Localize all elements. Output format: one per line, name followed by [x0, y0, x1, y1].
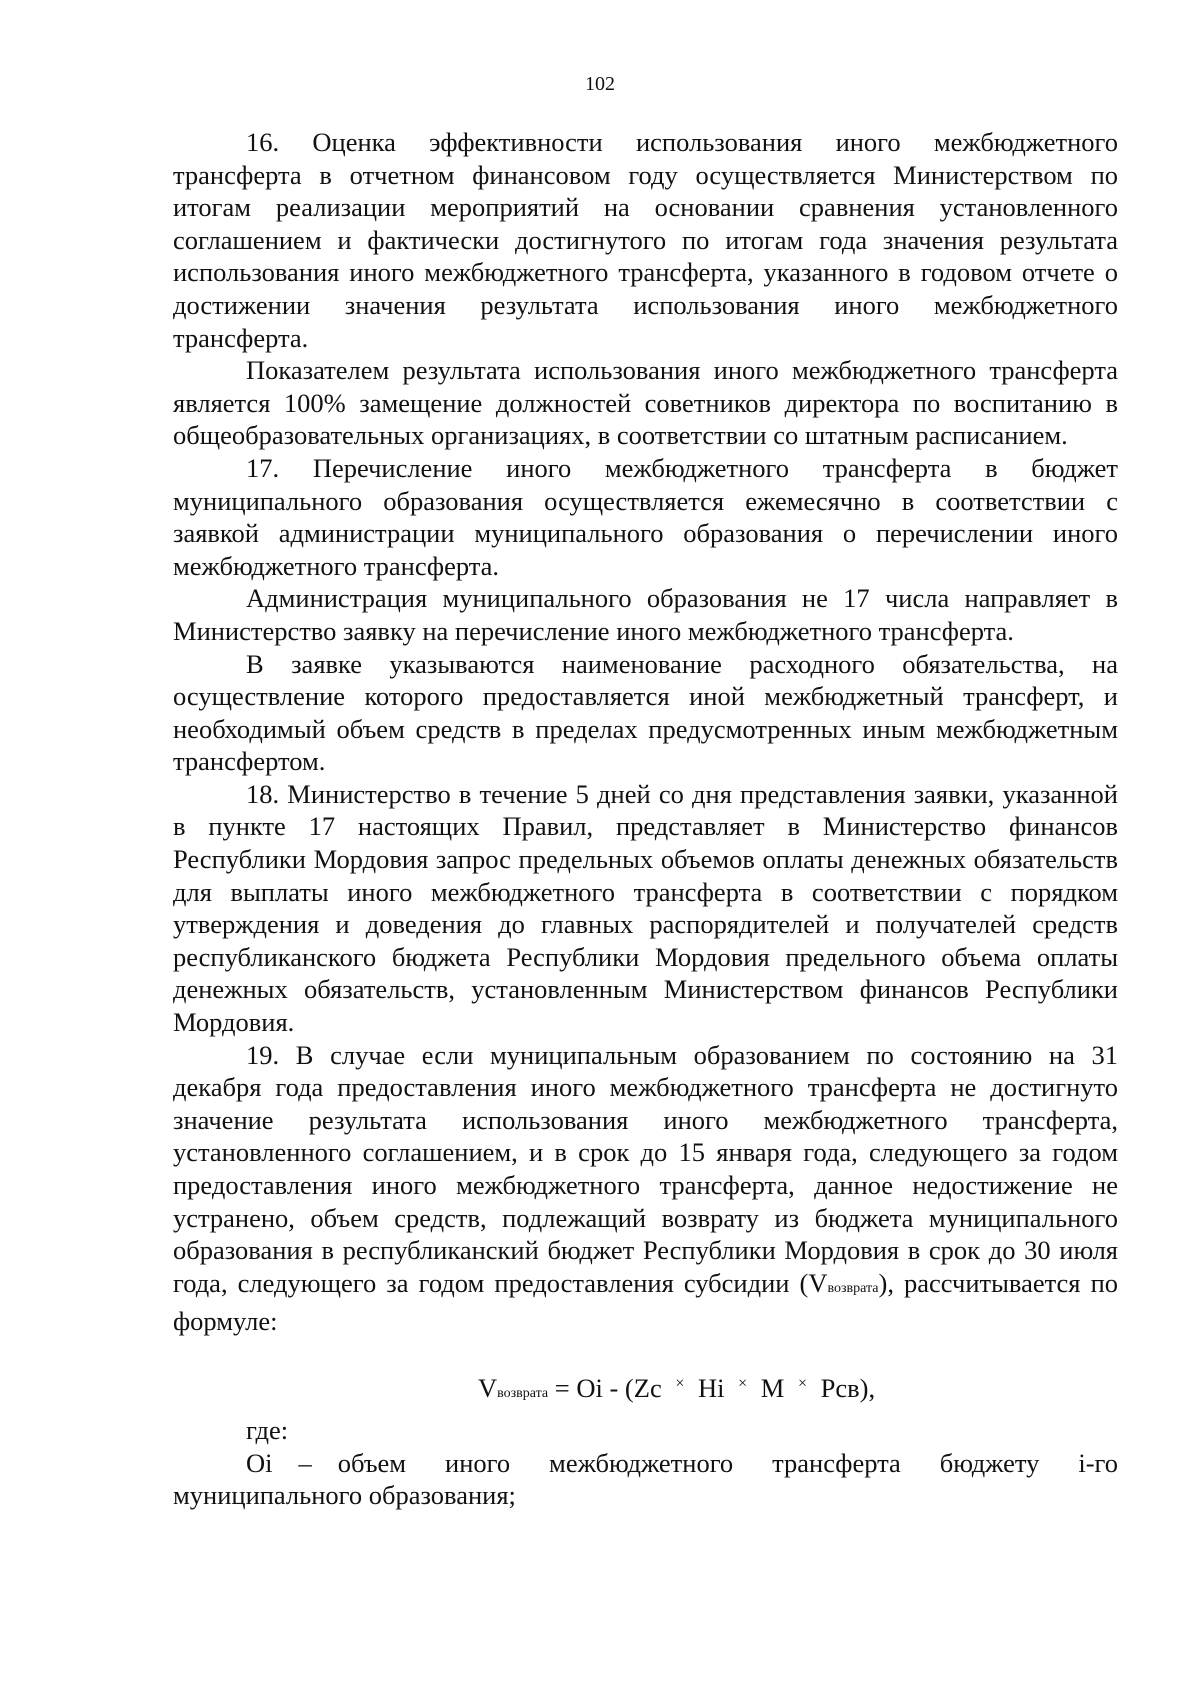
formula-multiply-3: × [797, 1374, 807, 1392]
paragraph-request-contents: В заявке указываются наименование расходного обязательства, на осуществление которого предоставляется иной межбюджетный трансферт, и необходимый объем средств в пределах предусмотренных иным межбюджетным трансфертом. [173, 648, 1118, 777]
refund-formula [173, 1368, 1118, 1414]
formula-hi: Hi [691, 1372, 732, 1403]
formula-oi-part: = Oi - (Zc [548, 1372, 669, 1403]
where-label: где: [246, 1414, 289, 1445]
paragraph-17: 17. Перечисление иного межбюджетного трансферта в бюджет муниципального образования осуществляется ежемесячно в соответствии с заявкой администрации муниципального образования о перечислении иного межбюджетного трансферта. [173, 452, 1118, 581]
formula-m: M [754, 1372, 791, 1403]
paragraph-19 [173, 1039, 1118, 1338]
paragraph-indicator: Показателем результата использования иного межбюджетного трансферта является 100% замещение должностей советников директора по воспитанию в общеобразовательных организациях, в соответствии со штатным расписанием. [173, 355, 1118, 451]
formula-v-subscript: возврата [497, 1385, 549, 1401]
formula-multiply-1: × [675, 1374, 685, 1392]
paragraph-19-subscript: возврата [827, 1280, 879, 1296]
definition-text: объем иного межбюджетного трансферта бюджету i-го муниципального образования; [173, 1447, 1118, 1511]
definition-term: Oi [246, 1447, 273, 1478]
formula-multiply-2: × [738, 1374, 748, 1392]
paragraph-19-ending: ), рассчитывается по формуле: [173, 1267, 1118, 1337]
formula-v: V [478, 1372, 498, 1403]
definition-dash: – [298, 1447, 312, 1478]
paragraph-16: 16. Оценка эффективности использования иного межбюджетного трансферта в отчетном финансовом году осуществляется Министерством по итогам реализации мероприятий на основании сравнения установленного соглашением и фактически достигнутого по итогам года значения результата использования иного межбюджетного трансферта, указанного в годовом отчете о достижении значения результата использования иного межбюджетного трансферта. [173, 127, 1118, 353]
paragraph-18: 18. Министерство в течение 5 дней со дня представления заявки, указанной в пункте 17 настоящих Правил, представляет в Министерство финансов Республики Мордовия запрос предельных объемов оплаты денежных обязательств для выплаты иного межбюджетного трансферта в соответствии с порядком утверждения и доведения до главных распорядителей и получателей средств республиканского бюджета Республики Мордовия предельного объема оплаты денежных обязательств, установленным Министерством финансов Республики Мордовия. [173, 778, 1118, 1038]
page-number: 102 [585, 73, 615, 95]
paragraph-administration-request: Администрация муниципального образования не 17 числа направляет в Министерство заявку на перечисление иного межбюджетного трансферта. [173, 583, 1118, 646]
document-body [173, 126, 1118, 1512]
definition-oi [173, 1447, 1118, 1512]
formula-pcv: Рсв), [814, 1372, 876, 1403]
paragraph-19-text: 19. В случае если муниципальным образованием по состоянию на 31 декабря года предоставления иного межбюджетного трансферта не достигнуто значение результата использования иного межбюджетного трансферта, установленного соглашением, и в срок до 15 января года, следующего за годом предоставления иного межбюджетного трансферта, данное недостижение не устранено, объем средств, подлежащий возврату из бюджета муниципального образования в республиканский бюджет Республики Мордовия в срок до 30 июля года, следующего за годом предоставления субсидии (V [173, 1039, 1118, 1298]
